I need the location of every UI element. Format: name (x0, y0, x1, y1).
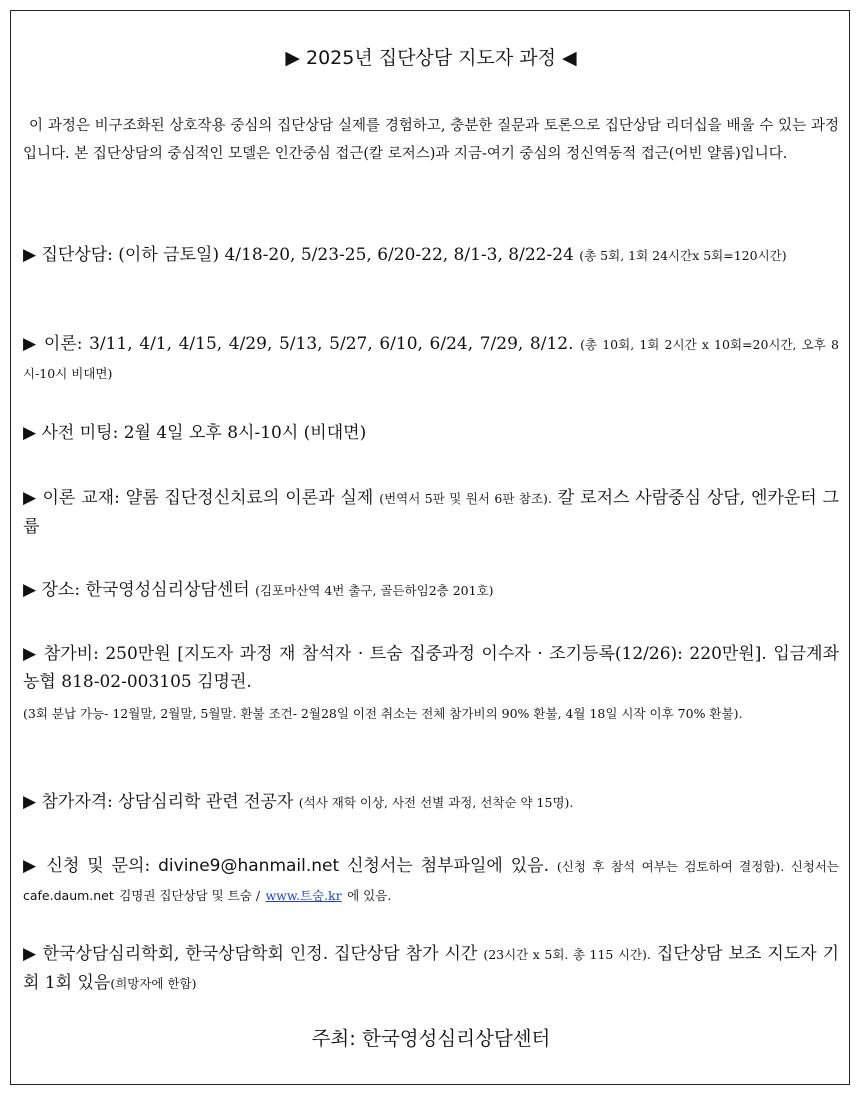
eligibility-note: (석사 재학 이상, 사전 선별 과정, 선착순 약 15명). (298, 795, 574, 810)
page-title: ▶ 2025년 집단상담 지도자 과정 ◀ (285, 47, 577, 69)
host-organization: 주최: 한국영성심리상담센터 (311, 1027, 551, 1050)
theory-note: (총 10회, 1회 2시간 x 10회=20시간, 오후 8시-10시 비대면) (23, 337, 839, 381)
apply-cafe: cafe.daum.net (23, 888, 114, 903)
textbook-item (23, 484, 839, 541)
website-link[interactable]: www.트숨.kr (265, 888, 342, 903)
venue-item (23, 576, 839, 605)
theory-item (23, 330, 839, 388)
fee-note: (3회 분납 가능- 12월말, 2월말, 5월말. 환불 조건- 2월28일 이전 취소는 전체 참가비의 90% 환불, 4월 18일 시작 이후 70% 환불). (23, 706, 743, 721)
intro-paragraph: 이 과정은 비구조화된 상호작용 중심의 집단상담 실제를 경험하고, 충분한 질문과 토론으로 집단상담 리더십을 배울 수 있는 과정입니다. 본 집단상담의 중심적인 모델은 인간중심 접근(칼 로저스)과 지금-여기 중심의 정신역동적 접근(어빈 얄롬)입니다. (23, 118, 839, 162)
certification-label: 한국상담심리학회, 한국상담학회 인정. 집단상담 참가 시간 (42, 944, 478, 964)
venue-label: 장소: 한국영성심리상담센터 (41, 580, 250, 600)
apply-label: 신청 및 문의: (46, 856, 151, 876)
textbook-note: (번역서 5판 및 원서 6판 참조). (379, 491, 552, 506)
certification-note: (23시간 x 5회. 총 115 시간). (483, 947, 651, 962)
eligibility-label: 참가자격: 상담심리학 관련 전공자 (41, 792, 294, 812)
apply-note3: 에 있음. (347, 888, 392, 903)
bullet-arrow-icon: ▶ (23, 423, 37, 443)
textbook-tail: 칼 로저스 사람중심 상담, 엔카운터 그룹 (23, 488, 840, 537)
fee-item (23, 640, 839, 696)
bullet-arrow-icon: ▶ (23, 488, 37, 508)
bullet-arrow-icon: ▶ (23, 580, 37, 600)
apply-email[interactable]: divine9@hanmail.net (158, 856, 340, 876)
venue-note: (김포마산역 4번 출구, 골든하임2층 201호) (255, 583, 494, 598)
bullet-arrow-icon: ▶ (23, 792, 37, 812)
group-counseling-label: 집단상담: (이하 금토일) 4/18-20, 5/23-25, 6/20-22, 8/1-3, 8/22-24 (41, 245, 574, 265)
apply-item (23, 852, 839, 910)
theory-label: 이론: 3/11, 4/1, 4/15, 4/29, 5/13, 5/27, 6/10, 6/24, 7/29, 8/12. (43, 334, 574, 354)
premeeting-label: 사전 미팅: 2월 4일 오후 8시-10시 (비대면) (41, 423, 367, 443)
bullet-arrow-icon: ▶ (23, 245, 37, 265)
apply-note2: 김명권 집단상담 및 트숨 / (119, 888, 261, 903)
eligibility-item (23, 788, 839, 817)
apply-label2: 신청서는 첨부파일에 있음. (347, 856, 549, 876)
document-frame (10, 10, 850, 1085)
group-counseling-note: (총 5회, 1회 24시간x 5회=120시간) (579, 248, 787, 263)
bullet-arrow-icon: ▶ (23, 334, 38, 354)
group-counseling-item (23, 241, 839, 270)
apply-note1: (신청 후 참석 여부는 검토하여 결정함). 신청서는 (556, 859, 839, 874)
fee-label: 참가비: 250만원 [지도자 과정 재 참석자 · 트숨 집중과정 이수자 · 조기등록(12/26): 220만원]. 입금계좌 농협 818-02-003105 김명권. (23, 644, 840, 692)
bullet-arrow-icon: ▶ (23, 856, 39, 876)
certification-tail-note: (희망자에 한함) (110, 976, 197, 991)
premeeting-item (23, 419, 839, 447)
bullet-arrow-icon: ▶ (23, 644, 38, 664)
certification-item (23, 940, 839, 998)
certification-tail: 집단상담 보조 지도자 기회 1회 있음 (23, 944, 839, 993)
textbook-label: 이론 교재: 얄롬 집단정신치료의 이론과 실제 (42, 488, 374, 508)
bullet-arrow-icon: ▶ (23, 944, 37, 964)
